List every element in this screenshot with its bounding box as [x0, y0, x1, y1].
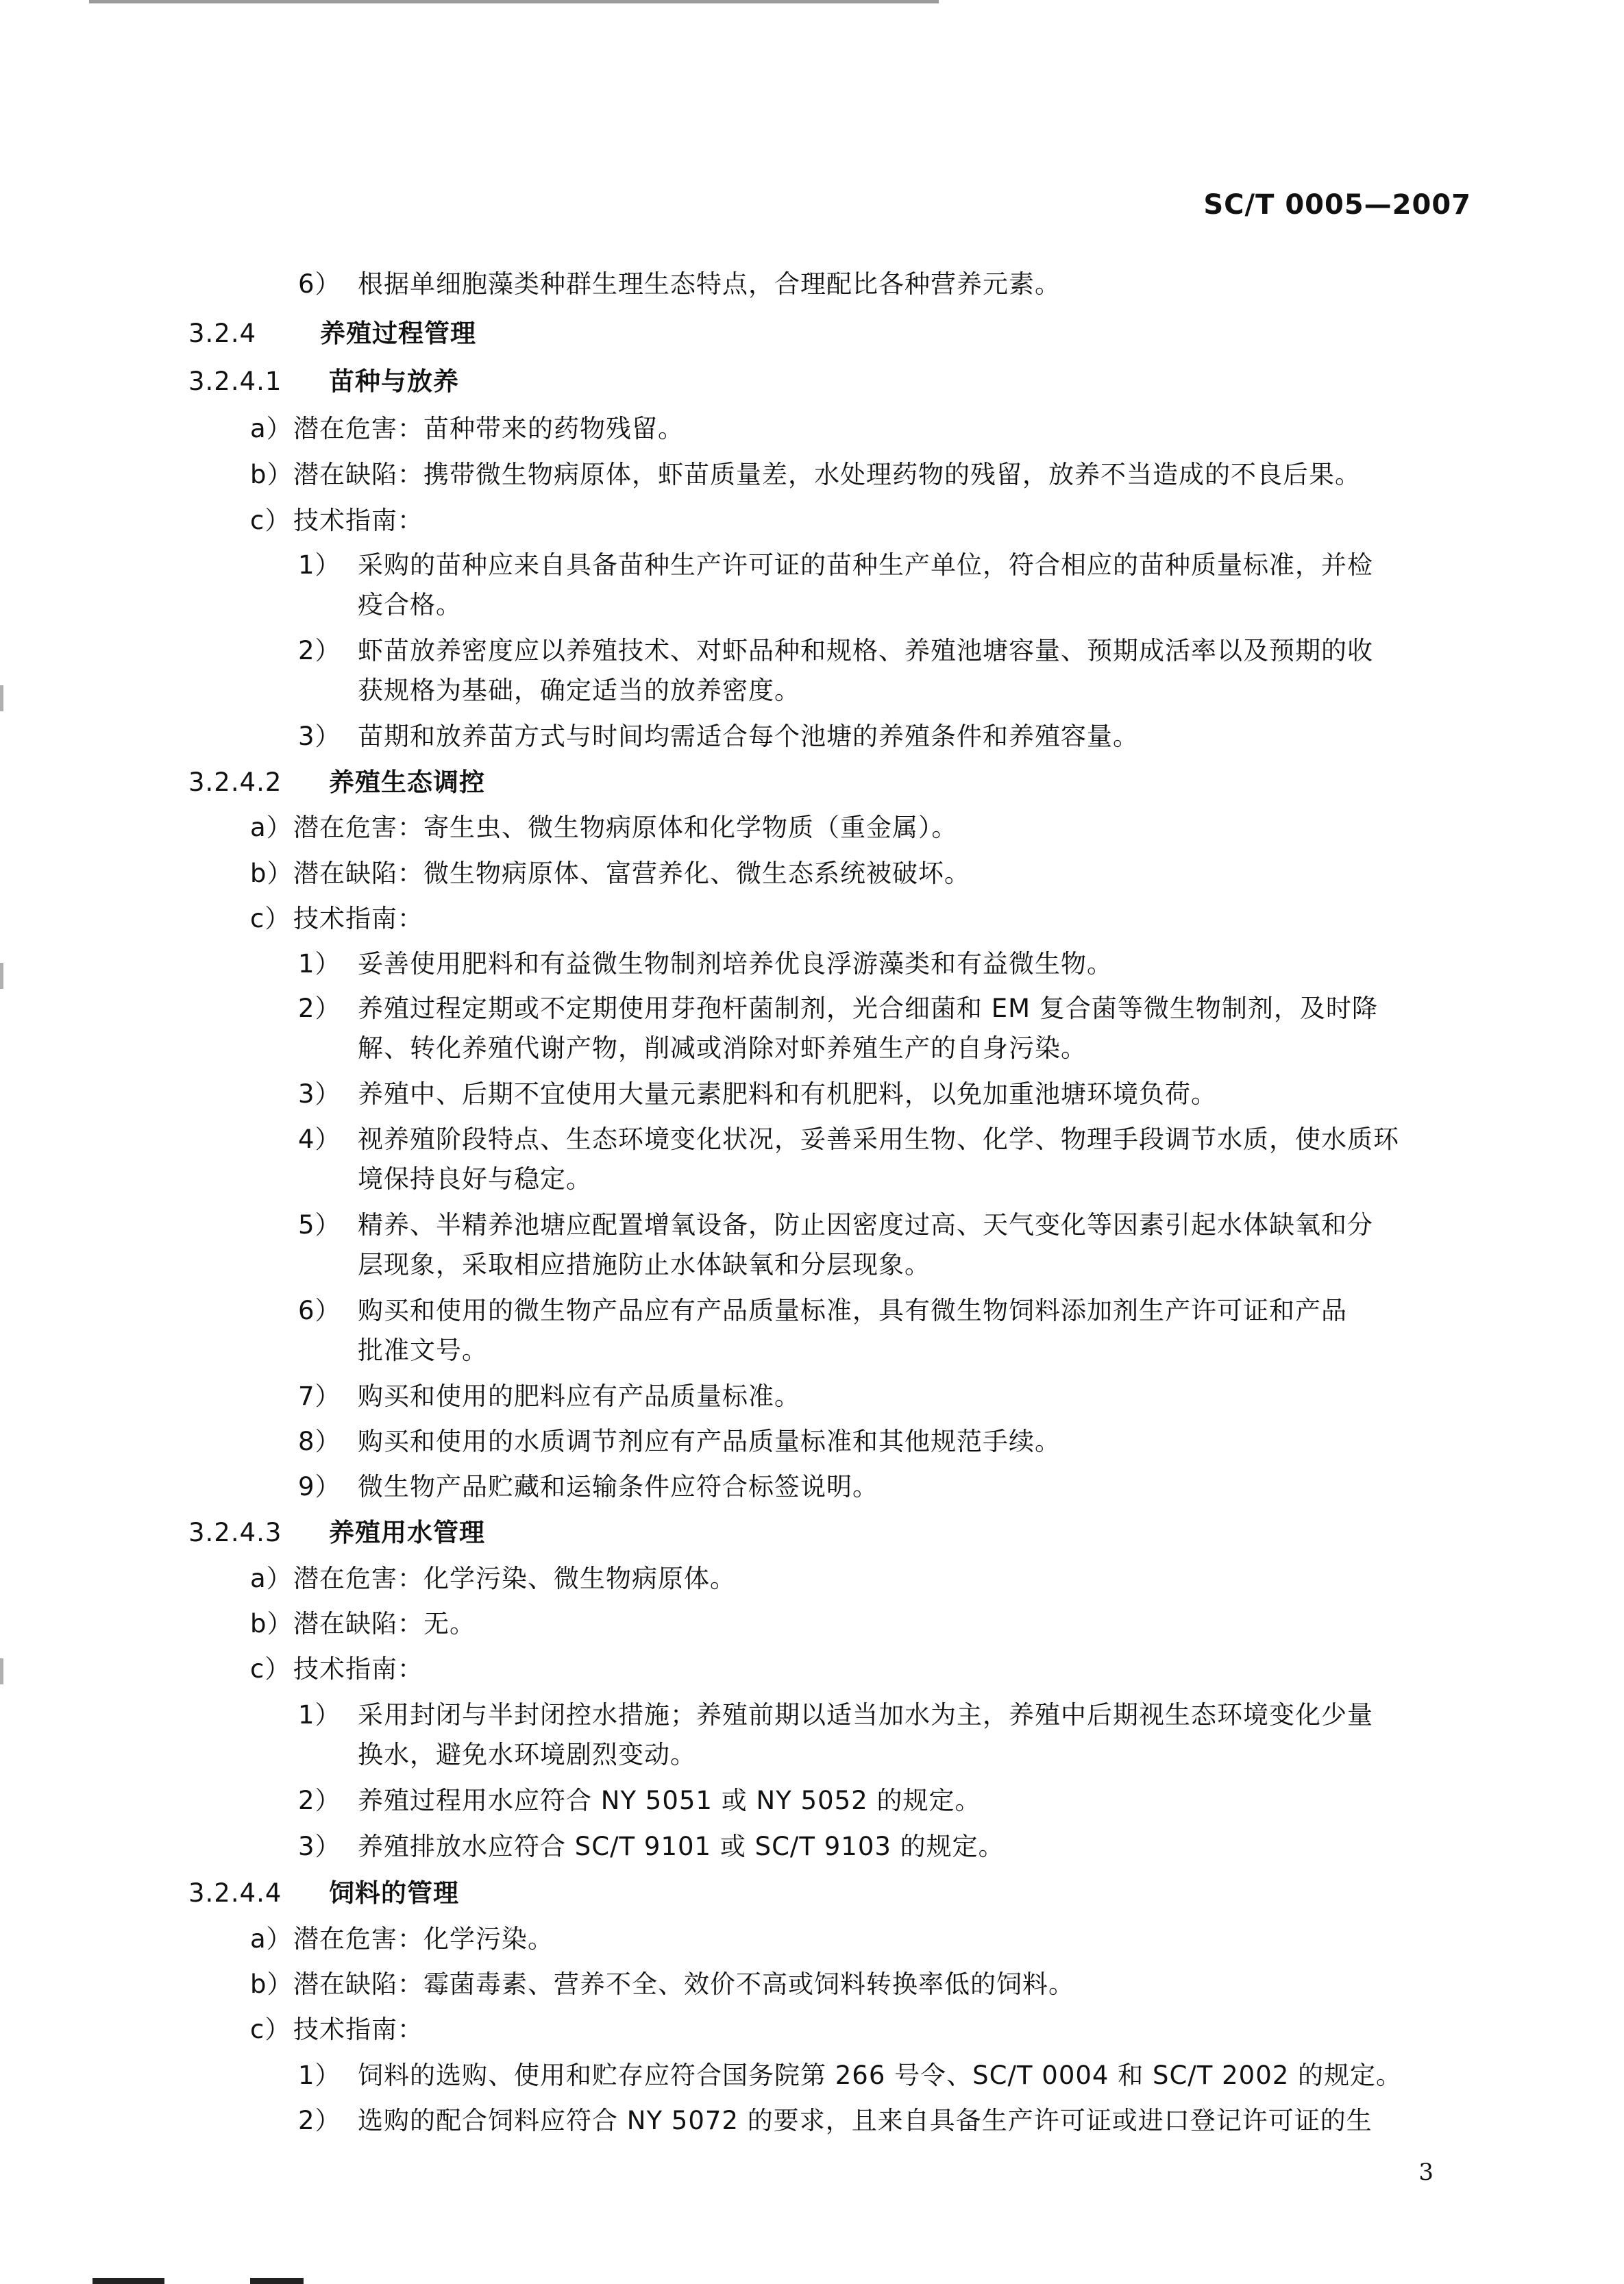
- list-marker: 3）: [298, 1079, 341, 1109]
- list-item: [298, 2059, 1402, 2093]
- list-text: 潜在缺陷：无。: [293, 1609, 476, 1638]
- list-marker: 1）: [298, 1700, 341, 1730]
- list-text-continuation: 疫合格。: [358, 590, 462, 619]
- scan-edge-mark: [0, 1658, 3, 1684]
- list-text: 精养、半精养池塘应配置增氧设备，防止因密度过高、天气变化等因素引起水体缺氧和分: [358, 1210, 1373, 1240]
- section-number: 3.2.4: [188, 319, 257, 348]
- list-marker: 2）: [298, 994, 341, 1023]
- list-text: 苗期和放养苗方式与时间均需适合每个池塘的养殖条件和养殖容量。: [358, 722, 1139, 751]
- list-item: [298, 1470, 878, 1504]
- list-item: [250, 412, 684, 446]
- list-item: [250, 811, 958, 845]
- list-marker: 3）: [298, 722, 341, 751]
- list-marker: a）: [250, 813, 293, 842]
- list-item: [298, 1830, 1005, 1864]
- list-text: 养殖过程定期或不定期使用芽孢杆菌制剂，光合细菌和 EM 复合菌等微生物制剂，及时降: [358, 994, 1378, 1023]
- list-text: 技术指南：: [293, 506, 423, 535]
- list-item: [250, 1607, 476, 1641]
- list-text: 养殖过程用水应符合 NY 5051 或 NY 5052 的规定。: [358, 1786, 981, 1815]
- scan-edge-top: [89, 0, 939, 3]
- list-text-continuation: 层现象，采取相应措施防止水体缺氧和分层现象。: [358, 1250, 931, 1279]
- list-text: 技术指南：: [293, 2015, 423, 2044]
- list-text: 饲料的选购、使用和贮存应符合国务院第 266 号令、SC/T 0004 和 SC/T 2002 的规定。: [358, 2061, 1403, 2090]
- list-text: 采用封闭与半封闭控水措施；养殖前期以适当加水为主，养殖中后期视生态环境变化少量: [358, 1700, 1373, 1730]
- list-marker: c）: [250, 904, 291, 933]
- list-marker: 7）: [298, 1382, 341, 1411]
- list-text: 潜在缺陷：携带微生物病原体，虾苗质量差，水处理药物的残留，放养不当造成的不良后果。: [293, 460, 1361, 489]
- list-item: [250, 902, 423, 936]
- list-item: [250, 1922, 554, 1956]
- section-title: 养殖用水管理: [329, 1518, 485, 1547]
- section-heading: [188, 765, 485, 800]
- list-item: [298, 1294, 1347, 1328]
- list-text-continuation: 解、转化养殖代谢产物，削减或消除对虾养殖生产的自身污染。: [358, 1033, 1087, 1063]
- list-marker: b）: [250, 460, 293, 489]
- list-text-continuation: 换水，避免水环境剧烈变动。: [358, 1740, 696, 1769]
- list-text: 潜在危害：苗种带来的药物残留。: [293, 414, 684, 443]
- list-marker: 2）: [298, 1786, 341, 1815]
- list-marker: c）: [250, 506, 291, 535]
- page-number: 3: [1418, 2159, 1434, 2186]
- list-text-continuation: 境保持良好与稳定。: [358, 1164, 592, 1194]
- list-marker: 6）: [298, 1296, 341, 1325]
- section-title: 饲料的管理: [329, 1878, 459, 1908]
- list-text: 潜在缺陷：微生物病原体、富营养化、微生态系统被破坏。: [293, 859, 970, 888]
- section-number: 3.2.4.2: [188, 768, 282, 797]
- list-item: [298, 1425, 1061, 1459]
- list-marker: 1）: [298, 550, 341, 580]
- list-item: [250, 1652, 423, 1686]
- list-text: 妥善使用肥料和有益微生物制剂培养优良浮游藻类和有益微生物。: [358, 949, 1113, 979]
- list-text-continuation: 获规格为基础，确定适当的放养密度。: [358, 676, 800, 705]
- list-item: [298, 992, 1378, 1026]
- list-text: 购买和使用的肥料应有产品质量标准。: [358, 1382, 800, 1411]
- list-marker: 5）: [298, 1210, 341, 1240]
- section-heading: [188, 317, 476, 351]
- list-text: 购买和使用的水质调节剂应有产品质量标准和其他规范手续。: [358, 1427, 1061, 1456]
- list-item: [298, 720, 1139, 754]
- list-item: [250, 1562, 736, 1596]
- list-text: 购买和使用的微生物产品应有产品质量标准，具有微生物饲料添加剂生产许可证和产品: [358, 1296, 1347, 1325]
- list-item: [298, 1379, 800, 1414]
- list-item: [250, 2013, 423, 2047]
- list-text: 潜在缺陷：霉菌毒素、营养不全、效价不高或饲料转换率低的饲料。: [293, 1969, 1074, 1999]
- list-text-continuation: 批准文号。: [358, 1336, 488, 1365]
- list-marker: 1）: [298, 949, 341, 979]
- section-heading: [188, 1516, 485, 1550]
- section-number: 3.2.4.3: [188, 1518, 282, 1547]
- list-item: [298, 1208, 1373, 1242]
- list-marker: 3）: [298, 1832, 341, 1861]
- list-text: 虾苗放养密度应以养殖技术、对虾品种和规格、养殖池塘容量、预期成活率以及预期的收: [358, 636, 1373, 665]
- list-item: [250, 857, 970, 891]
- section-title: 养殖过程管理: [320, 319, 476, 348]
- list-text: 潜在危害：化学污染。: [293, 1924, 554, 1954]
- section-heading: [188, 365, 459, 399]
- scan-edge-mark: [0, 963, 3, 989]
- scan-edge-bottom: [93, 2278, 164, 2284]
- scan-edge-bottom: [250, 2278, 304, 2284]
- list-text: 视养殖阶段特点、生态环境变化状况，妥善采用生物、化学、物理手段调节水质，使水质环: [358, 1125, 1399, 1154]
- list-text: 技术指南：: [293, 1654, 423, 1684]
- list-marker: 4）: [298, 1125, 341, 1154]
- list-marker: 6）: [298, 269, 341, 299]
- section-title: 养殖生态调控: [329, 768, 485, 797]
- list-marker: b）: [250, 1609, 293, 1638]
- list-text: 养殖中、后期不宜使用大量元素肥料和有机肥料，以免加重池塘环境负荷。: [358, 1079, 1217, 1109]
- list-marker: a）: [250, 414, 293, 443]
- list-text: 潜在危害：化学污染、微生物病原体。: [293, 1564, 736, 1593]
- list-item: [250, 504, 423, 538]
- list-text: 微生物产品贮藏和运输条件应符合标签说明。: [358, 1472, 878, 1501]
- list-item: [298, 634, 1373, 668]
- list-item: [298, 947, 1113, 981]
- list-item: [298, 267, 1061, 302]
- list-text: 技术指南：: [293, 904, 423, 933]
- list-marker: 2）: [298, 2106, 341, 2135]
- list-item: [250, 458, 1361, 492]
- list-item: [250, 1967, 1074, 2002]
- section-title: 苗种与放养: [329, 367, 459, 396]
- list-text: 选购的配合饲料应符合 NY 5072 的要求，且来自具备生产许可证或进口登记许可证的生: [358, 2106, 1373, 2135]
- scan-edge-mark: [0, 685, 3, 711]
- section-heading: [188, 1876, 459, 1911]
- list-marker: 2）: [298, 636, 341, 665]
- list-item: [298, 548, 1373, 582]
- list-marker: a）: [250, 1924, 293, 1954]
- list-item: [298, 1784, 981, 1818]
- list-item: [298, 1698, 1373, 1732]
- list-marker: b）: [250, 1969, 293, 1999]
- list-marker: c）: [250, 2015, 291, 2044]
- list-marker: 9）: [298, 1472, 341, 1501]
- list-text: 养殖排放水应符合 SC/T 9101 或 SC/T 9103 的规定。: [358, 1832, 1005, 1861]
- list-marker: c）: [250, 1654, 291, 1684]
- list-item: [298, 1077, 1217, 1112]
- list-text: 潜在危害：寄生虫、微生物病原体和化学物质（重金属）。: [293, 813, 958, 842]
- list-text: 根据单细胞藻类种群生理生态特点，合理配比各种营养元素。: [358, 269, 1061, 299]
- list-text: 采购的苗种应来自具备苗种生产许可证的苗种生产单位，符合相应的苗种质量标准，并检: [358, 550, 1373, 580]
- list-marker: a）: [250, 1564, 293, 1593]
- list-item: [298, 2104, 1373, 2138]
- standard-number: SC/T 0005—2007: [1203, 189, 1471, 221]
- section-number: 3.2.4.1: [188, 367, 282, 396]
- list-marker: 1）: [298, 2061, 341, 2090]
- list-marker: b）: [250, 859, 293, 888]
- list-marker: 8）: [298, 1427, 341, 1456]
- list-item: [298, 1122, 1399, 1157]
- section-number: 3.2.4.4: [188, 1878, 282, 1908]
